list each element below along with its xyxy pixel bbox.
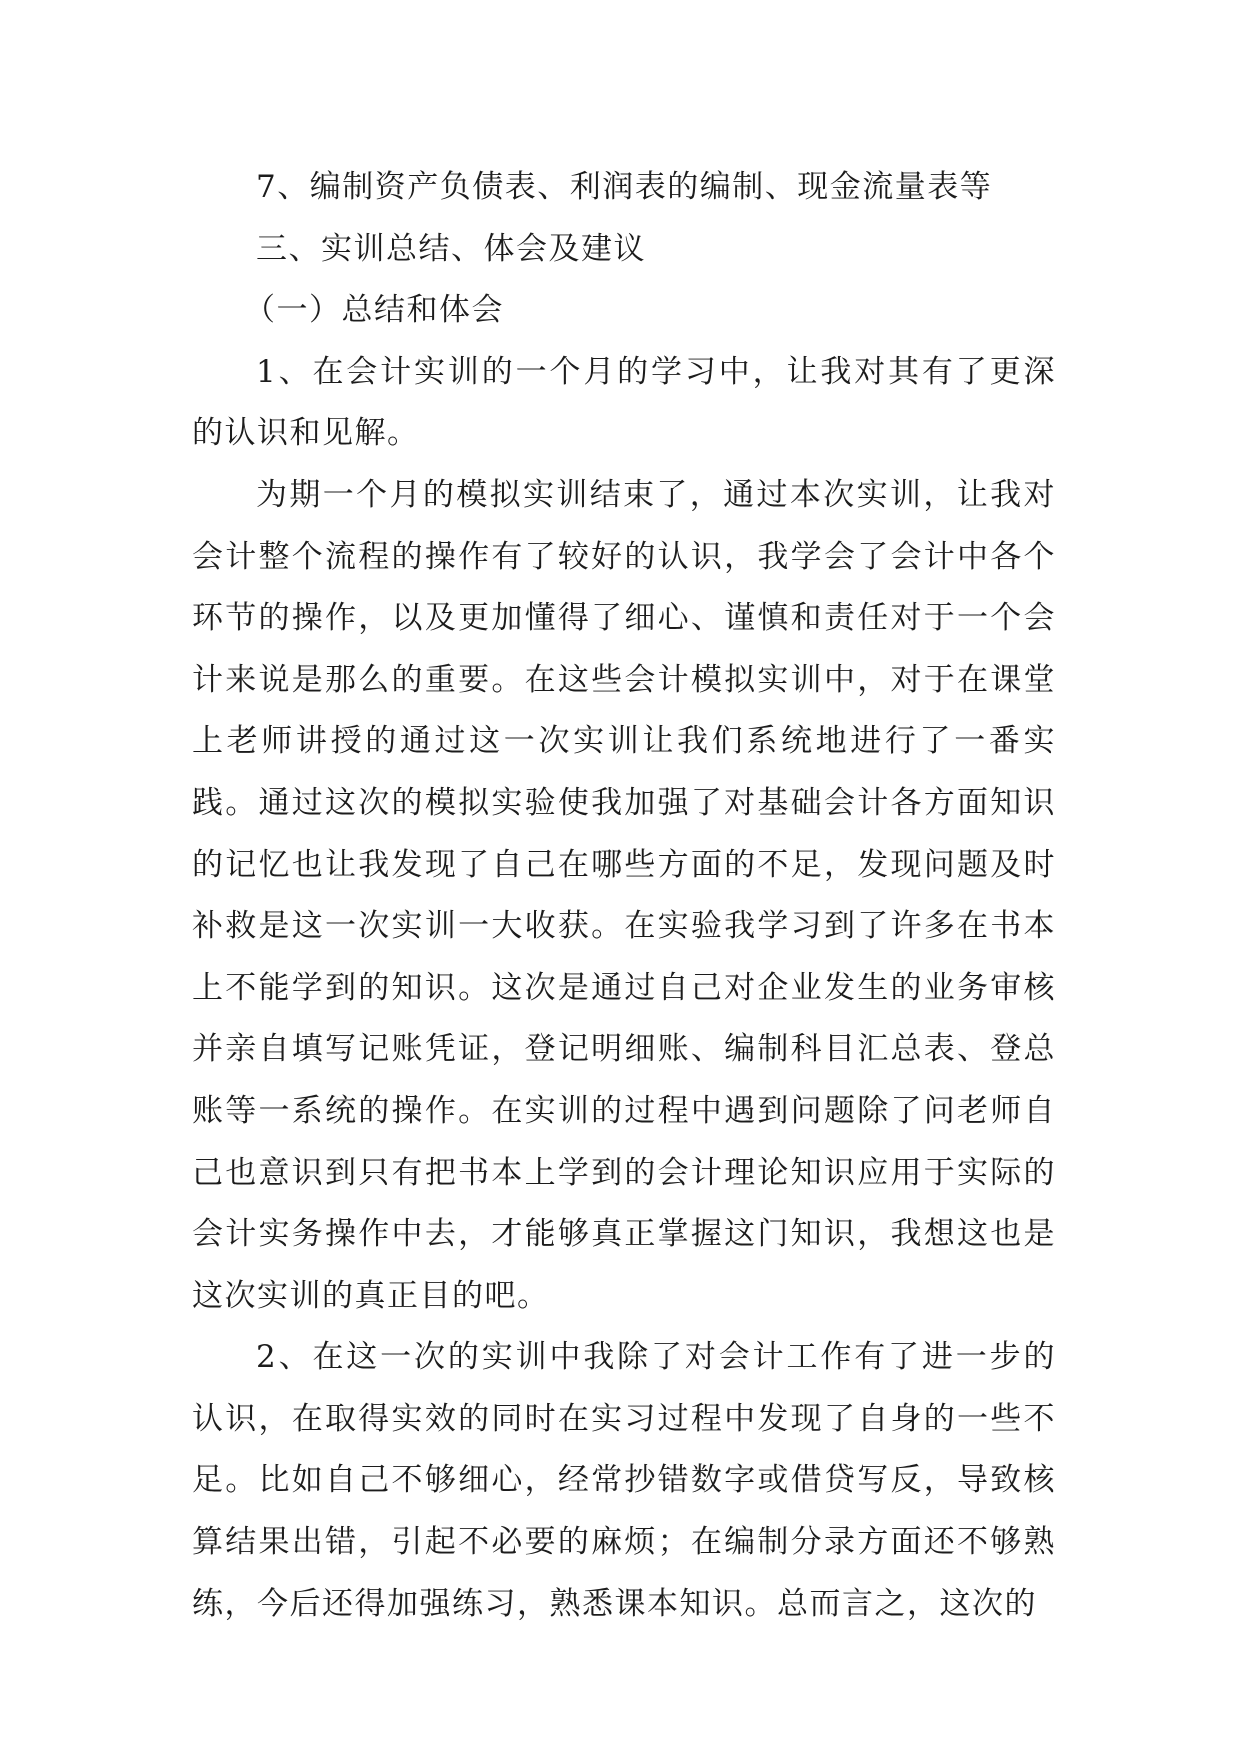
paragraph-1: 1、在会计实训的一个月的学习中，让我对其有了更深的认识和见解。 [192,353,1056,452]
subsection-heading: （一）总结和体会 [244,292,504,329]
document-body [192,157,1056,1635]
section-heading: 三、实训总结、体会及建议 [256,230,646,267]
paragraph-3: 2、在这一次的实训中我除了对会计工作有了进一步的认识，在取得实效的同时在实习过程中发现了自身的一些不足。比如自己不够细心，经常抄错数字或借贷写反，导致核算结果出错，引起不必要的麻烦；在编制分录方面还不够熟练，今后还得加强练习，熟悉课本知识。总而言之，这次的 [192,1339,1056,1622]
paragraph-2: 为期一个月的模拟实训结束了，通过本次实训，让我对会计整个流程的操作有了较好的认识，我学会了会计中各个环节的操作，以及更加懂得了细心、谨慎和责任对于一个会计来说是那么的重要。在这些会计模拟实训中，对于在课堂上老师讲授的通过这一次实训让我们系统地进行了一番实践。通过这次的模拟实验使我加强了对基础会计各方面知识的记忆也让我发现了自己在哪些方面的不足，发现问题及时补救是这一次实训一大收获。在实验我学习到了许多在书本上不能学到的知识。这次是通过自己对企业发生的业务审核并亲自填写记账凭证，登记明细账、编制科目汇总表、登总账等一系统的操作。在实训的过程中遇到问题除了问老师自己也意识到只有把书本上学到的会计理论知识应用于实际的会计实务操作中去，才能够真正掌握这门知识，我想这也是这次实训的真正目的吧。 [192,476,1056,1314]
list-item-7: 7、编制资产负债表、利润表的编制、现金流量表等 [256,169,993,205]
